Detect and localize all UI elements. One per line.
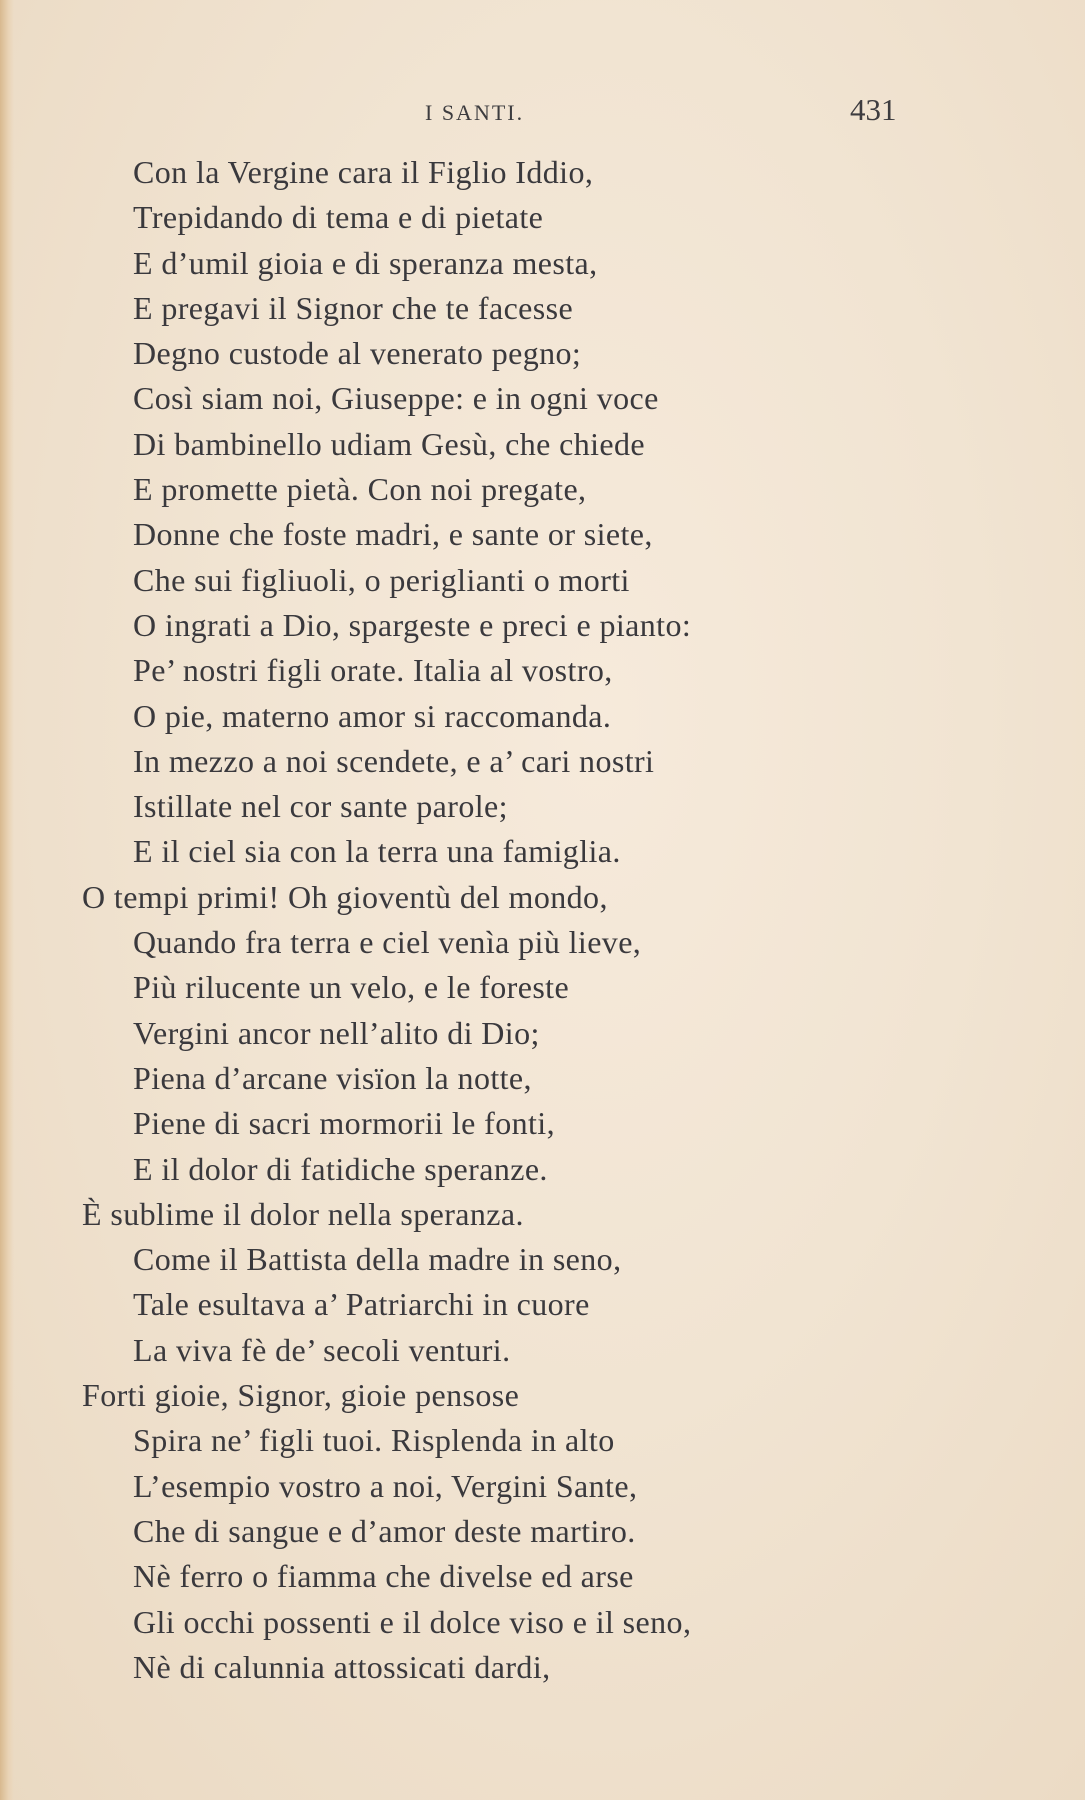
poem-line: Istillate nel cor sante parole; — [133, 788, 508, 825]
poem-line: Piena d’arcane visïon la notte, — [133, 1059, 532, 1096]
poem-line: Così siam noi, Giuseppe: e in ogni voce — [133, 380, 659, 417]
poem-line: L’esempio vostro a noi, Vergini Sante, — [133, 1467, 638, 1504]
poem-line: Spira ne’ figli tuoi. Risplenda in alto — [133, 1422, 615, 1459]
poem-line: E il ciel sia con la terra una famiglia. — [133, 833, 621, 870]
running-title: I SANTI. — [425, 100, 525, 125]
poem-line: In mezzo a noi scendete, e a’ cari nostri — [133, 742, 655, 779]
poem-line: Tale esultava a’ Patriarchi in cuore — [133, 1286, 590, 1323]
poem-line: Più rilucente un velo, e le foreste — [133, 969, 570, 1006]
poem-line: Che di sangue e d’amor deste martiro. — [133, 1512, 636, 1549]
poem-line: Nè ferro o fiamma che divelse ed arse — [133, 1558, 634, 1595]
poem-line: Gli occhi possenti e il dolce viso e il seno, — [133, 1603, 692, 1640]
poem-text — [0, 150, 1085, 1690]
page-header — [0, 92, 1085, 132]
poem-line: E pregavi il Signor che te facesse — [133, 289, 574, 326]
page-number: 431 — [850, 92, 897, 127]
poem-line-stanza-start: O tempi primi! Oh gioventù del mondo, — [82, 878, 608, 915]
poem-line: Donne che foste madri, e sante or siete, — [133, 516, 653, 553]
poem-line: Trepidando di tema e di pietate — [133, 199, 544, 236]
poem-line-stanza-start: È sublime il dolor nella speranza. — [82, 1195, 524, 1232]
poem-line: Pe’ nostri figli orate. Italia al vostro, — [133, 652, 613, 689]
poem-line: Che sui figliuoli, o periglianti o morti — [133, 561, 630, 598]
poem-line: Come il Battista della madre in seno, — [133, 1241, 622, 1278]
poem-line: Degno custode al venerato pegno; — [133, 335, 582, 372]
poem-line-stanza-start: Forti gioie, Signor, gioie pensose — [82, 1377, 520, 1414]
poem-line: Nè di calunnia attossicati dardi, — [133, 1648, 551, 1685]
poem-line: Quando fra terra e ciel venìa più lieve, — [133, 924, 642, 961]
poem-line: O pie, materno amor si raccomanda. — [133, 697, 612, 734]
poem-line: E promette pietà. Con noi pregate, — [133, 471, 587, 508]
poem-line: E d’umil gioia e di speranza mesta, — [133, 244, 598, 281]
poem-line: Di bambinello udiam Gesù, che chiede — [133, 425, 646, 462]
poem-line: La viva fè de’ secoli venturi. — [133, 1331, 511, 1368]
poem-line: Vergini ancor nell’alito di Dio; — [133, 1014, 540, 1051]
poem-line: E il dolor di fatidiche speranze. — [133, 1150, 548, 1187]
poem-line: O ingrati a Dio, spargeste e preci e pianto: — [133, 606, 692, 643]
poem-line: Piene di sacri mormorii le fonti, — [133, 1105, 555, 1142]
poem-line: Con la Vergine cara il Figlio Iddio, — [133, 154, 594, 190]
